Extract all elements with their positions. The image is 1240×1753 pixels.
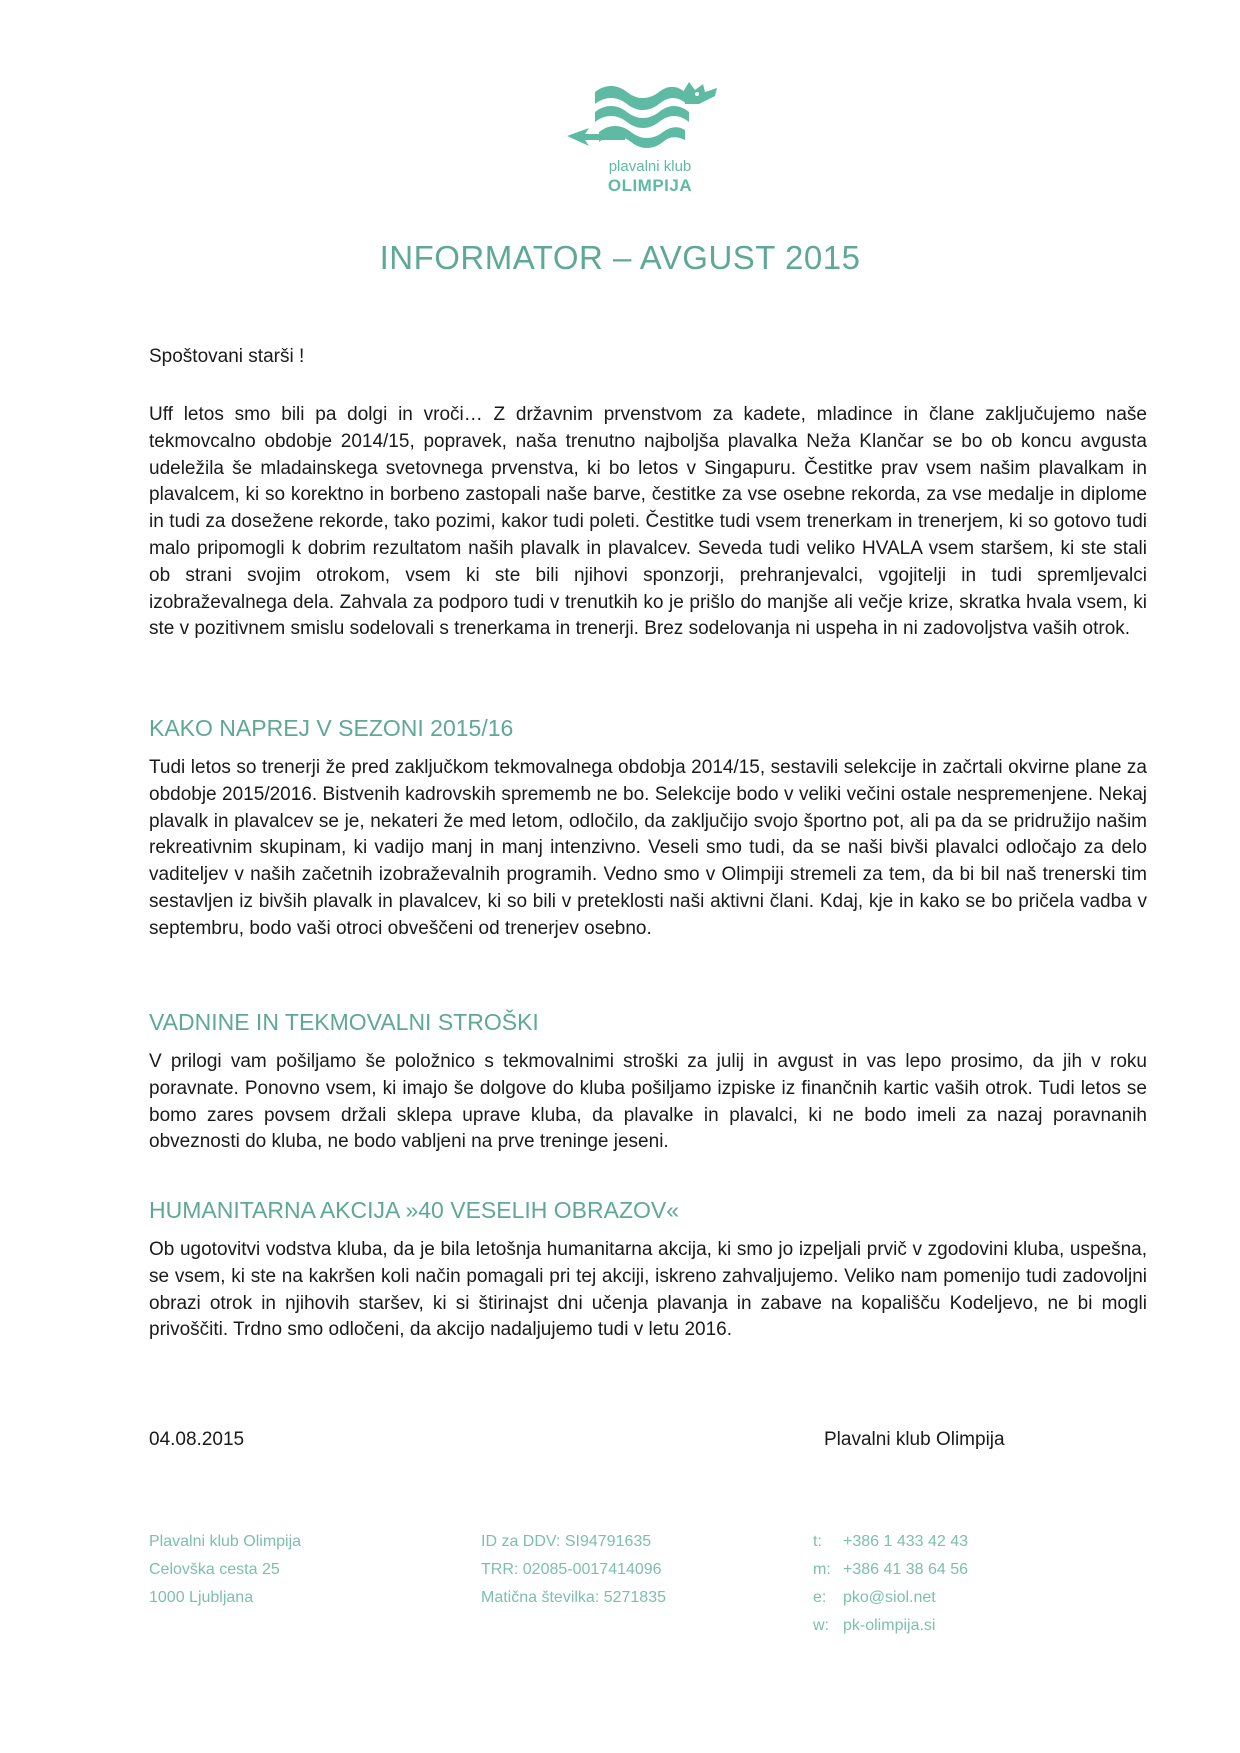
section-text-charity: Ob ugotovitvi vodstva kluba, da je bila letošnja humanitarna akcija, ki smo jo izpeljali prvič v zgodovini kluba, uspešna, se vsem, ki ste na kakršen koli način pomagali pri tej akciji, iskreno zahvaljujemo. Veliko nam pomenijo tudi zadovoljni obrazi otrok in njihovih staršev, ki si štirinajst dni učenja plavanja in zabave na kopališču Kodeljevo, ne bi mogli privoščiti. Trdno smo odločeni, da akcijo nadaljujemo tudi v letu 2016.	[149, 1239, 1147, 1341]
footer-address-line: Plavalni klub Olimpija	[149, 1533, 302, 1550]
letter-signature: Plavalni klub Olimpija	[824, 1429, 1005, 1450]
club-logo	[565, 78, 735, 196]
section-heading-charity: HUMANITARNA AKCIJA »40 VESELIH OBRAZOV«	[149, 1197, 680, 1223]
intro-paragraph: Uff letos smo bili pa dolgi in vroči… Z državnim prvenstvom za kadete, mladince in člane zaključujemo naše tekmovcalno obdobje 2014/15, popravek, naša trenutno najboljša plavalka Neža Klančar se bo ob koncu avgusta udeležila še mladainskega svetovnega prvenstva, ki bo letos v Singapuru. Čestitke prav vsem našim plavalkam in plavalcem, ki so korektno in borbeno zastopali naše barve, čestitke za vse osebne rekorda, za vse medalje in diplome in tudi za dosežene rekorde, tako pozimi, kakor tudi poleti. Čestitke tudi vsem trenerkam in trenerjem, ki so gotovo tudi malo pripomogli k dobrim rezultatom naših plavalk in plavalcev. Seveda tudi veliko HVALA vsem staršem, ki ste stali ob strani svojim otrokom, vsem ki ste bili njihovi sponzorji, prehranjevalci, vgojitelji in tudi spremljevalci izobraževalnega dela. Zahvala za podporo tudi v trenutkih ko je prišlo do manjše ali večje krize, skratka hvala vsem, ki ste v pozitivnem smislu sodelovali s trenerkama in trenerji. Brez sodelovanja ni uspeha in ni zadovoljstva vaših otrok.	[149, 404, 1147, 640]
contact-email	[813, 1584, 968, 1612]
contact-label: m:	[813, 1561, 831, 1578]
mobile-value[interactable]: +386 41 38 64 56	[843, 1561, 969, 1578]
section-heading-fees: VADNINE IN TEKMOVALNI STROŠKI	[149, 1009, 539, 1035]
footer-registration-number: Matična številka: 5271835	[481, 1589, 666, 1606]
greeting: Spoštovani starši !	[149, 346, 305, 367]
contact-phone	[813, 1528, 968, 1556]
footer-address-line: 1000 Ljubljana	[149, 1589, 254, 1606]
section-heading-season: KAKO NAPREJ V SEZONI 2015/16	[149, 715, 514, 741]
logo-club-name: OLIMPIJA	[607, 176, 693, 195]
email-link[interactable]: pko@siol.net	[843, 1589, 936, 1606]
footer-bank-account: TRR: 02085-0017414096	[481, 1561, 662, 1578]
section-text-fees: V prilogi vam pošiljamo še položnico s tekmovalnimi stroški za julij in avgust in vas lepo prosimo, da jih v roku poravnate. Ponovno vsem, ki imajo še dolgove do kluba pošiljamo izpiske iz finančnih kartic vaših otrok. Tudi letos se bomo zares povsem držali sklepa uprave kluba, da plavalke in plavalci, ki ne bodo imeli za nazaj poravnanih obveznosti do kluba, ne bodo vabljeni na prve treninge jeseni.	[149, 1051, 1147, 1153]
letter-date: 04.08.2015	[149, 1429, 245, 1450]
footer-registry	[481, 1528, 666, 1612]
document-title: INFORMATOR – AVGUST 2015	[379, 239, 861, 276]
contact-mobile	[813, 1556, 968, 1584]
logo-subtitle: plavalni klub	[608, 158, 692, 175]
contact-website	[813, 1612, 968, 1640]
footer-address	[149, 1528, 301, 1612]
dragon-waves-icon	[565, 78, 735, 158]
contact-label: e:	[813, 1589, 827, 1606]
phone-value[interactable]: +386 1 433 42 43	[843, 1533, 969, 1550]
website-link[interactable]: pk-olimpija.si	[843, 1617, 936, 1634]
footer-vat-id: ID za DDV: SI94791635	[481, 1533, 652, 1550]
footer-contacts	[813, 1528, 968, 1640]
section-text-season: Tudi letos so trenerji že pred zaključkom tekmovalnega obdobja 2014/15, sestavili selekcije in začrtali okvirne plane za obdobje 2015/2016. Bistvenih kadrovskih sprememb ne bo. Selekcije bodo v veliki večini ostale nespremenjene. Nekaj plavalk in plavalcev se je, nekateri že med letom, odločilo, da zaključijo svojo športno pot, ali pa da se pridružijo našim rekreativnim skupinam, ki vadijo manj in manj intenzivno. Veseli smo tudi, da se naši bivši plavalci odločajo za delo vaditeljev v naših začetnih izobraževalnih programih. Vedno smo v Olimpiji stremeli za tem, da bi bil naš trenerski tim sestavljen iz bivših plavalk in plavalcev, ki so bili v preteklosti naši aktivni člani. Kdaj, kje in kako se bo pričela vadba v septembru, bodo vaši otroci obveščeni od trenerjev osebno.	[149, 757, 1147, 939]
footer-address-line: Celovška cesta 25	[149, 1561, 280, 1578]
contact-label: w:	[813, 1617, 829, 1634]
contact-label: t:	[813, 1533, 822, 1550]
